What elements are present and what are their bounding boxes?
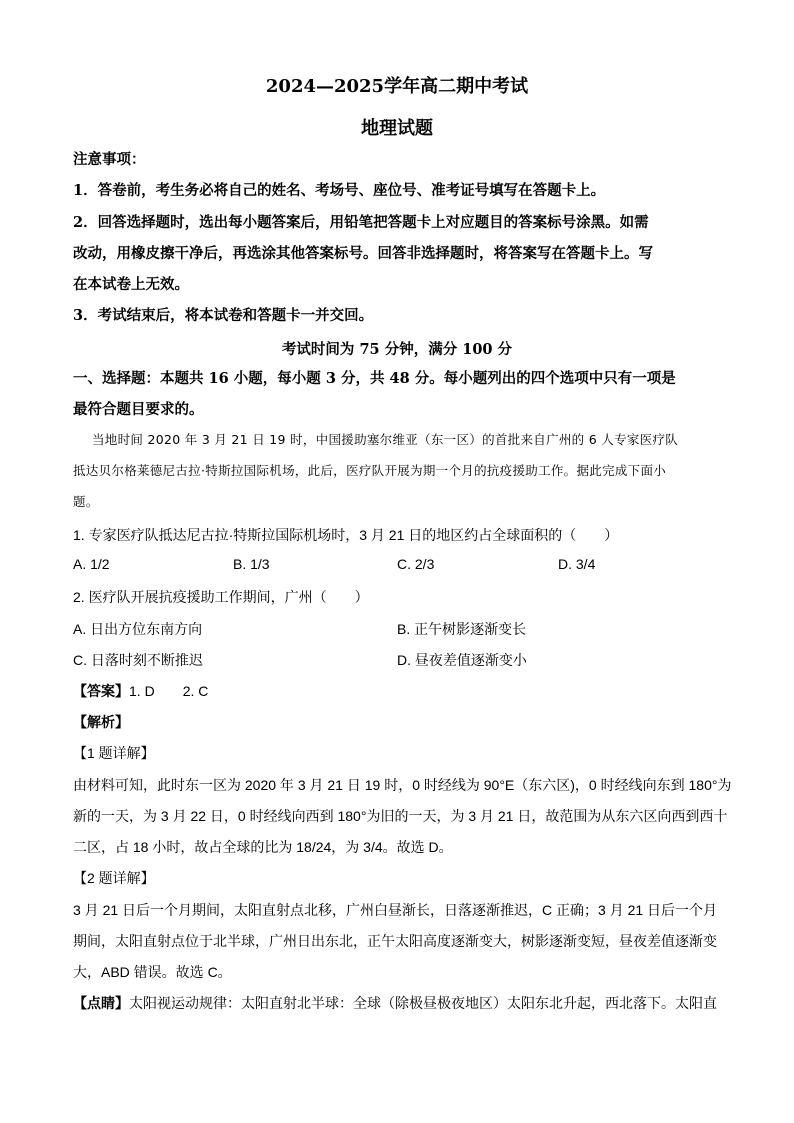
question-2-option-c: C. 日落时刻不断推迟 xyxy=(73,652,203,668)
notice-heading: 注意事项： xyxy=(73,151,146,168)
exam-title: 2024—2025学年高二期中考试 xyxy=(265,76,529,97)
passage-line-3: 题。 xyxy=(73,494,99,509)
question-1-option-b: B. 1/3 xyxy=(233,556,270,572)
exam-time: 考试时间为 75 分钟，满分 100 分 xyxy=(281,341,513,358)
section-1-instructions-line-1: 一、选择题：本题共 16 小题，每小题 3 分，共 48 分。每小题列出的四个选项中只有一项是 xyxy=(73,370,676,387)
detail-2-line-3: 大，ABD 错误。故选 C。 xyxy=(73,964,232,980)
passage-line-2: 抵达贝尔格莱德尼古拉·特斯拉国际机场，此后，医疗队开展为期一个月的抗疫援助工作。据此完成下面小 xyxy=(73,463,667,478)
detail-2-line-1: 3 月 21 日后一个月期间，太阳直射点北移，广州白昼渐长，日落逐渐推迟，C 正确；3 月 21 日后一个月 xyxy=(73,902,718,918)
notice-item-1: 1．答卷前，考生务必将自己的姓名、考场号、座位号、准考证号填写在答题卡上。 xyxy=(73,182,606,199)
tip-row xyxy=(73,993,717,1013)
notice-item-2-line-3: 在本试卷上无效。 xyxy=(73,276,189,293)
detail-1-line-1: 由材料可知，此时东一区为 2020 年 3 月 21 日 19 时，0 时经线为 90°E（东六区)，0 时经线向东到 180°为 xyxy=(73,777,732,793)
question-2-option-a: A. 日出方位东南方向 xyxy=(73,621,203,637)
answer-tag: 【答案】 xyxy=(73,683,129,699)
detail-2-line-2: 期间，太阳直射点位于北半球，广州日出东北，正午太阳高度逐渐变大，树影逐渐变短，昼夜差值逐渐变 xyxy=(73,933,717,949)
question-1-stem: 1. 专家医疗队抵达尼古拉·特斯拉国际机场时，3 月 21 日的地区约占全球面积的（ ） xyxy=(73,527,619,543)
passage-line-1: 当地时间 2020 年 3 月 21 日 19 时，中国援助塞尔维亚（东一区）的首批来自广州的 6 人专家医疗队 xyxy=(92,432,679,447)
tip-line-1: 太阳视运动规律：太阳直射北半球：全球（除极昼极夜地区）太阳东北升起，西北落下。太阳直 xyxy=(129,995,717,1011)
detail-1-tag: 【1 题详解】 xyxy=(73,745,155,761)
answer-2: 2. C xyxy=(182,683,209,699)
notice-item-2-line-2: 改动，用橡皮擦干净后，再选涂其他答案标号。回答非选择题时，将答案写在答题卡上。写 xyxy=(73,245,653,262)
detail-1-line-3: 二区，占 18 小时，故占全球的比为 18/24，为 3/4。故选 D。 xyxy=(73,839,453,855)
notice-item-2-line-1: 2．回答选择题时，选出每小题答案后，用铅笔把答题卡上对应题目的答案标号涂黑。如需 xyxy=(73,214,649,231)
tip-tag: 【点睛】 xyxy=(73,995,129,1011)
question-1-option-d: D. 3/4 xyxy=(558,556,596,572)
notice-item-3: 3．考试结束后，将本试卷和答题卡一并交回。 xyxy=(73,307,374,324)
detail-2-tag: 【2 题详解】 xyxy=(73,870,155,886)
answer-1: 1. D xyxy=(129,683,155,699)
question-1-option-a: A. 1/2 xyxy=(73,556,110,572)
question-2-option-b: B. 正午树影逐渐变长 xyxy=(397,621,527,637)
section-1-instructions-line-2: 最符合题目要求的。 xyxy=(73,401,204,418)
exam-subtitle: 地理试题 xyxy=(361,118,433,139)
question-1-option-c: C. 2/3 xyxy=(397,556,435,572)
question-2-stem: 2. 医疗队开展抗疫援助工作期间，广州（ ） xyxy=(73,589,369,605)
answer-row xyxy=(73,681,208,701)
detail-1-line-2: 新的一天，为 3 月 22 日，0 时经线向西到 180°为旧的一天，为 3 月 21 日，故范围为从东六区向西到西十 xyxy=(73,808,728,824)
analysis-tag: 【解析】 xyxy=(73,714,129,730)
question-2-option-d: D. 昼夜差值逐渐变小 xyxy=(397,652,527,668)
